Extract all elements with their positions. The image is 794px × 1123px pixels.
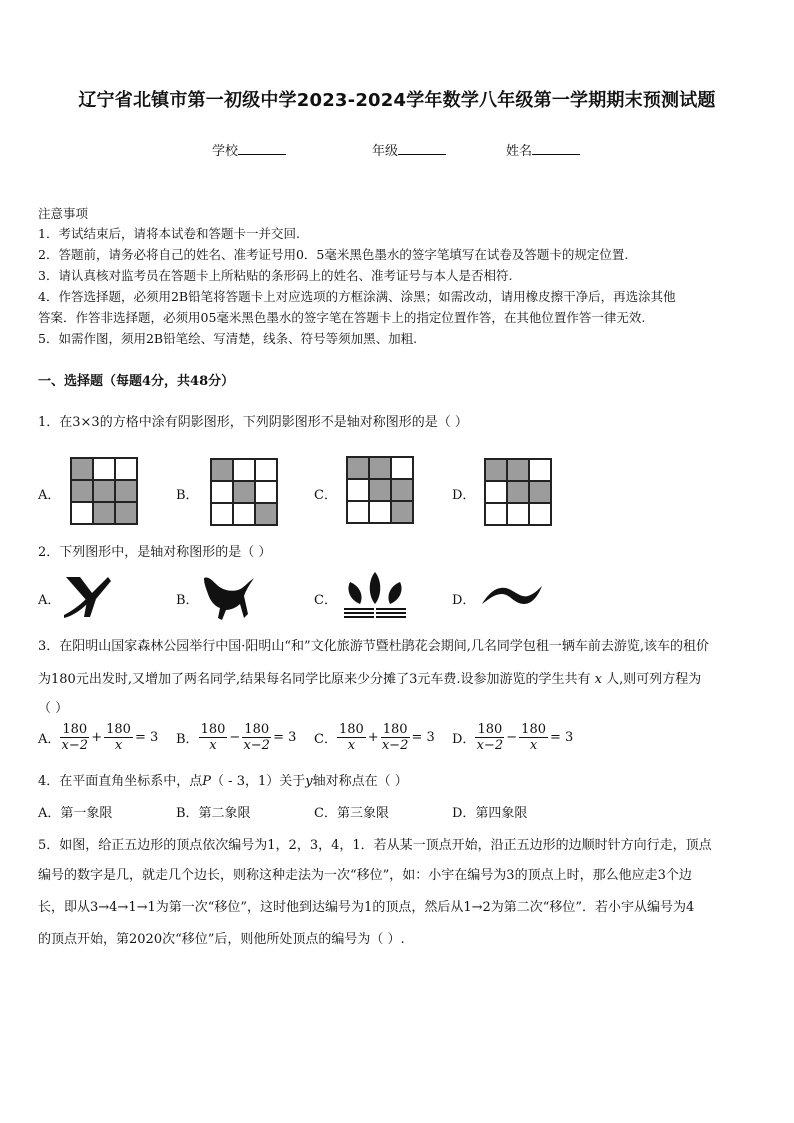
note-item: 1．考试结束后，请将本试卷和答题卡一并交回. [38,226,300,241]
school-field: 学校 [212,140,286,159]
shaded-cell [347,457,369,479]
section-heading: 一、选择题（每题4分，共48分） [38,374,235,389]
q3-option-b[interactable]: B． $\frac{180}{x}$ − $\frac{180}{x-2}$ = 3 [176,722,297,753]
note-item: 4．作答选择题，必须用2B铅笔将答题卡上对应选项的方框涂满、涂黑；如需改动，请用橡皮擦干净后，再选涂其他 [38,289,676,304]
shaded-cell [485,459,507,481]
grid-cell [233,459,255,481]
shaded-cell [211,459,233,481]
grid-cell [233,503,255,525]
page-title: 辽宁省北镇市第一初级中学2023-2024学年数学八年级第一学期期末预测试题 [78,90,716,111]
q3-option-a[interactable]: A． $\frac{180}{x-2}$ + $\frac{180}{x}$ = 3 [38,722,159,753]
q1-stem: 1．在3×3的方格中涂有阴影图形，下列阴影图形不是轴对称图形的是（ ） [38,415,468,430]
name-field: 姓名 [506,140,580,159]
q1-option-a-label: A． [38,488,61,503]
grid-cell [71,502,93,524]
q1-option-d-label: D． [452,488,476,503]
grid-cell [369,501,391,523]
name-blank[interactable] [532,142,580,155]
q3-line2: 为180元出发时,又增加了两名同学,结果每名同学比原来少分摊了3元车费.设参加游览的学生共有 x 人,则可列方程为 [38,672,702,687]
grid-cell [255,481,277,503]
note-item: 2．答题前，请务必将自己的姓名、准考证号用0．5毫米黑色墨水的签字笔填写在试卷及答题卡的规定位置. [38,247,629,262]
grid-cell [93,458,115,480]
grid-cell [115,458,137,480]
q2-stem: 2．下列图形中，是轴对称图形的是（ ） [38,545,272,560]
q5-line: 编号的数字是几，就走几个边长，则称这种走法为一次“移位”，如：小宇在编号为3的顶点上时，那么他应走3个边 [38,868,692,883]
grid-cell [347,501,369,523]
shaded-cell [507,459,529,481]
grid-cell [529,503,551,525]
shaded-cell [233,481,255,503]
grid-cell [529,459,551,481]
note-item: 答案．作答非选择题，必须用05毫米黑色墨水的签字笔在答题卡上的指定位置作答，在其他位置作答一律无效. [38,310,646,325]
puma-logo-icon[interactable] [200,574,256,622]
note-item: 3．请认真核对监考员在答题卡上所粘贴的条形码上的姓名、准考证号与本人是否相符. [38,268,513,283]
shaded-cell [115,502,137,524]
q2-option-a-label: A． [38,593,61,608]
grid-cell [211,481,233,503]
grade-field: 年级 [372,140,446,159]
grid-cell [485,503,507,525]
q4-option-d[interactable]: D．第四象限 [452,806,528,821]
shaded-cell [71,458,93,480]
grade-blank[interactable] [398,142,446,155]
q5-line: 5．如图，给正五边形的顶点依次编号为1，2，3，4，1．若从某一顶点开始，沿正五边形的边顺时针方向行走，顶点 [38,838,712,853]
q2-option-d-label: D． [452,593,476,608]
shaded-cell [391,501,413,523]
shaded-cell [391,479,413,501]
grid-cell [507,503,529,525]
q1-option-c-label: C． [314,488,337,503]
shaded-cell [255,503,277,525]
q1-grid-b[interactable] [210,458,278,526]
q3-line1: 3．在阳明山国家森林公园举行中国·阳明山“和”文化旅游节暨杜鹃花会期间,几名同学包租一辆车前去游览,该车的租价 [38,639,709,654]
q1-grid-a[interactable] [70,457,138,525]
shaded-cell [369,479,391,501]
school-blank[interactable] [238,142,286,155]
q4-option-b[interactable]: B．第二象限 [176,806,251,821]
shaded-cell [507,481,529,503]
grid-cell [347,479,369,501]
q5-line: 的顶点开始，第2020次“移位”后，则他所处顶点的编号为（ ）. [38,932,405,947]
grid-cell [211,503,233,525]
q4-stem: 4．在平面直角坐标系中，点P（ - 3，1）关于y轴对称点在（ ） [38,774,408,789]
grid-cell [391,457,413,479]
grid-cell [255,459,277,481]
q3-option-c[interactable]: C． $\frac{180}{x}$ + $\frac{180}{x-2}$ = 3 [314,722,435,753]
adidas-logo-icon[interactable] [340,568,410,618]
q2-option-b-label: B． [176,593,199,608]
q5-line: 长，即从3→4→1→1为第一次“移位”，这时他到达编号为1的顶点，然后从1→2为第二次“移位”．若小宇从编号为4 [38,900,695,915]
shaded-cell [93,502,115,524]
q1-grid-d[interactable] [484,458,552,526]
q3-option-d[interactable]: D． $\frac{180}{x-2}$ − $\frac{180}{x}$ = 3 [452,722,574,753]
note-item: 5．如需作图，须用2B铅笔绘、写清楚，线条、符号等须加黑、加粗. [38,331,418,346]
q2-option-c-label: C． [314,593,337,608]
shaded-cell [369,457,391,479]
q1-option-b-label: B． [176,488,199,503]
xtep-logo-icon[interactable] [62,575,112,619]
notes-heading: 注意事项 [38,206,89,221]
shaded-cell [115,480,137,502]
q3-line3: （ ） [38,701,69,716]
li-ning-logo-icon[interactable] [480,580,544,608]
shaded-cell [71,480,93,502]
shaded-cell [93,480,115,502]
q1-grid-c[interactable] [346,456,414,524]
shaded-cell [529,481,551,503]
grid-cell [485,481,507,503]
q4-option-c[interactable]: C．第三象限 [314,806,389,821]
q4-option-a[interactable]: A．第一象限 [38,806,113,821]
